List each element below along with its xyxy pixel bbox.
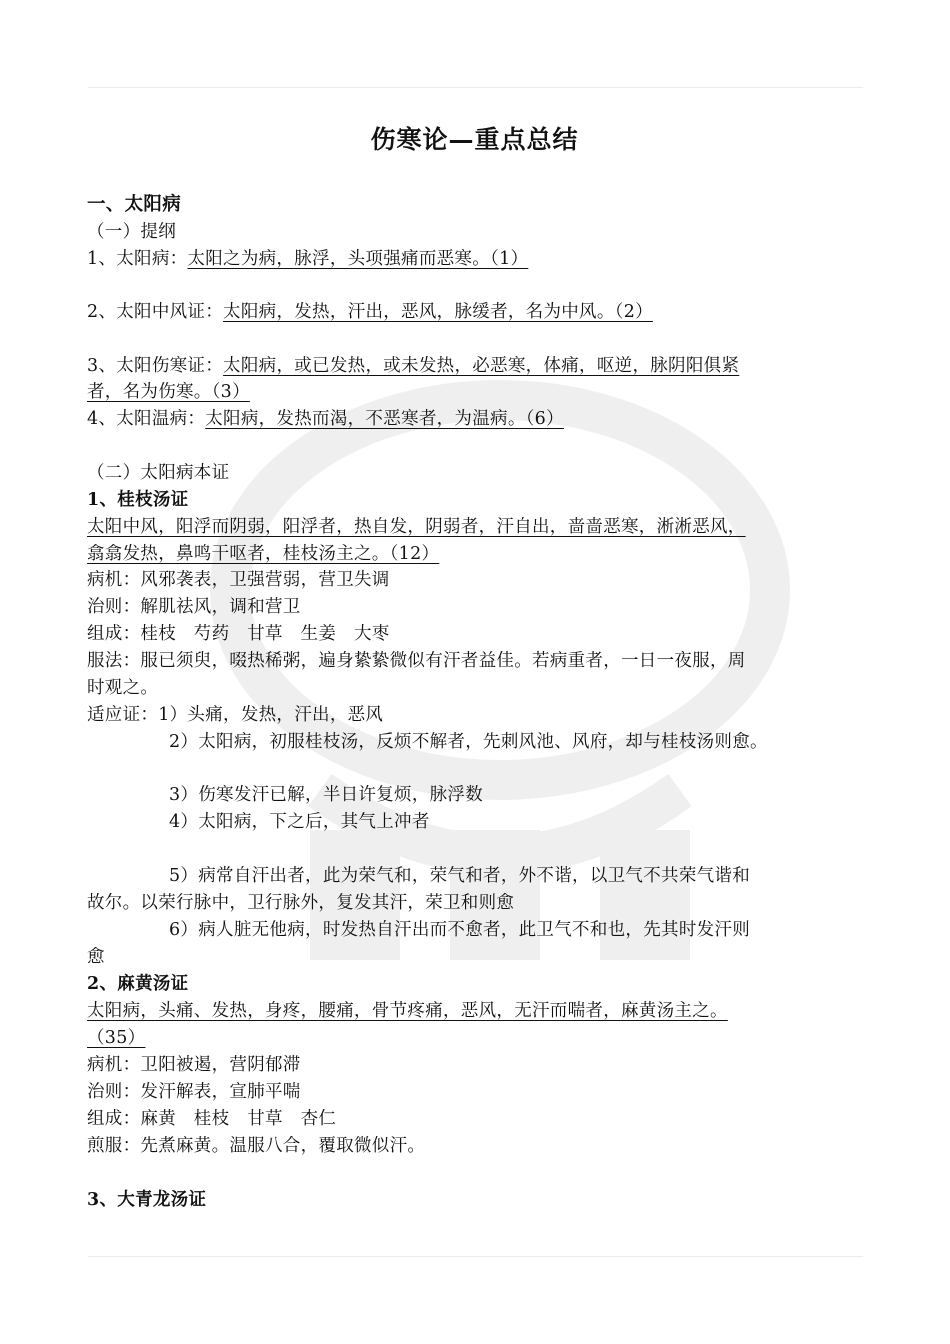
item-taiyang-bing xyxy=(87,248,528,270)
heading-mahuang: 2、麻黄汤证 xyxy=(87,974,189,994)
mahuang-quote-line2: （35） xyxy=(87,1028,146,1048)
shiying-item-4: 4）太阳病，下之后，其气上冲者 xyxy=(169,812,430,832)
mahuang-quote-line1: 太阳病，头痛、发热，身疼，腰痛，骨节疼痛，恶风，无汗而喘者，麻黄汤主之。 xyxy=(87,1001,728,1021)
section-heading-taiyang: 一、太阳病 xyxy=(87,194,182,215)
guizhi-zhize: 治则：解肌祛风，调和营卫 xyxy=(87,597,301,617)
guizhi-quote-line2: 翕翕发热，鼻鸣干呕者，桂枝汤主之。（12） xyxy=(87,544,440,564)
page-title: 伤寒论—重点总结 xyxy=(370,125,579,154)
mahuang-jianfu: 煎服：先煮麻黄。温服八合，覆取微似汗。 xyxy=(87,1136,426,1156)
item-text: 太阳病，发热而渴，不恶寒者，为温病。（6） xyxy=(205,409,564,429)
subsection-tigang: （一）提纲 xyxy=(87,222,176,242)
mahuang-zhize: 治则：发汗解表，宣肺平喘 xyxy=(87,1082,301,1102)
item-text: 太阳之为病，脉浮，头项强痛而恶寒。（1） xyxy=(187,249,529,269)
guizhi-zucheng: 组成：桂枝 芍药 甘草 生姜 大枣 xyxy=(87,624,390,644)
item-taiyang-shanghan xyxy=(87,355,739,377)
item-taiyang-wenbing xyxy=(87,408,564,430)
item-label: 3、太阳伤寒证： xyxy=(87,356,224,376)
heading-guizhi: 1、桂枝汤证 xyxy=(87,490,189,510)
item-label: 2、太阳中风证： xyxy=(87,302,224,322)
guizhi-shiying xyxy=(87,704,383,726)
shiying-item-5-line2: 故尔。以荣行脉中，卫行脉外，复发其汗，荣卫和则愈 xyxy=(87,893,515,913)
guizhi-quote-line1: 太阳中风，阳浮而阴弱，阳浮者，热自发，阴弱者，汗自出，啬啬恶寒，淅淅恶风， xyxy=(87,517,746,537)
shiying-item-5-line1: 5）病常自汗出者，此为荣气和，荣气和者，外不谐，以卫气不共荣气谐和 xyxy=(169,866,751,886)
item-label: 4、太阳温病： xyxy=(87,409,206,429)
top-divider xyxy=(88,87,863,88)
shiying-label: 适应证： xyxy=(87,705,159,725)
shiying-item-2: 2）太阳病，初服桂枝汤，反烦不解者，先刺风池、风府，却与桂枝汤则愈。 xyxy=(169,732,768,752)
item-taiyang-shanghan-cont xyxy=(87,381,250,403)
item-taiyang-zhongfeng xyxy=(87,301,653,323)
guizhi-fufa-line1: 服法：服已须臾，啜热稀粥，遍身絷絷微似有汗者益佳。若病重者，一日一夜服，周 xyxy=(87,651,746,671)
heading-daqinglong: 3、大青龙汤证 xyxy=(87,1190,207,1210)
guizhi-fufa-line2: 时观之。 xyxy=(87,678,159,698)
shiying-item-3: 3）伤寒发汗已解，半日许复烦，脉浮数 xyxy=(169,785,484,805)
item-text: 太阳病，或已发热，或未发热，必恶寒，体痛，呕逆，脉阴阳俱紧 xyxy=(223,356,740,376)
bottom-divider xyxy=(88,1256,863,1257)
shiying-item-6-line1: 6）病人脏无他病，时发热自汗出而不愈者，此卫气不和也，先其时发汗则 xyxy=(169,920,751,940)
mahuang-zucheng: 组成：麻黄 桂枝 甘草 杏仁 xyxy=(87,1109,337,1129)
shiying-item-1: 1）头痛，发热，汗出，恶风 xyxy=(158,705,384,725)
subsection-benzheng: （二）太阳病本证 xyxy=(87,463,230,483)
item-label: 1、太阳病： xyxy=(87,249,188,269)
mahuang-bingji: 病机：卫阳被遏，营阴郁滞 xyxy=(87,1055,301,1075)
guizhi-bingji: 病机：风邪袭表，卫强营弱，营卫失调 xyxy=(87,570,390,590)
item-text-cont: 者，名为伤寒。（3） xyxy=(87,382,250,402)
item-text: 太阳病，发热，汗出，恶风，脉缓者，名为中风。（2） xyxy=(223,302,653,322)
shiying-item-6-line2: 愈 xyxy=(87,947,105,967)
